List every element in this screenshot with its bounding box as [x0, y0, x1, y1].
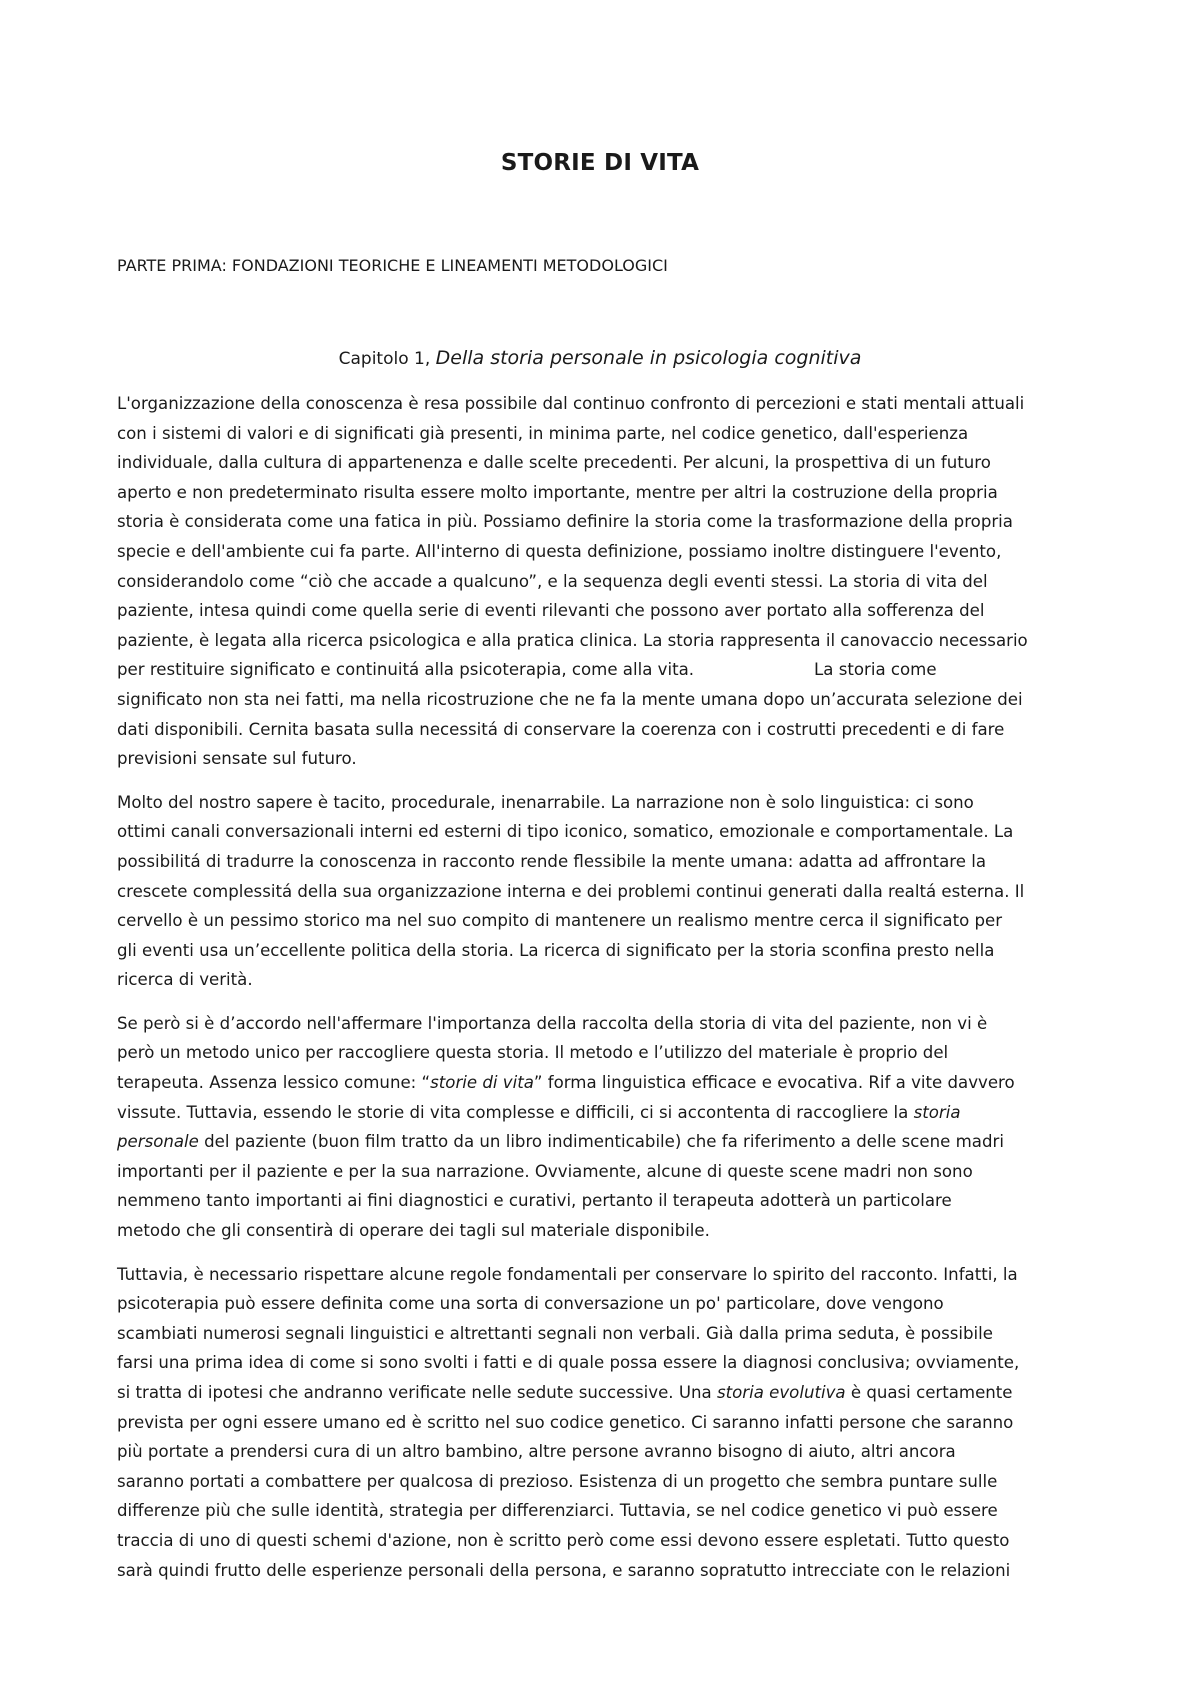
text-segment: sarà quindi frutto delle esperienze personali della persona, e saranno sopratutto intrecciate con le relazioni — [117, 1560, 1011, 1580]
text-line — [117, 1098, 1089, 1128]
italic-text: storia evolutiva — [716, 1383, 846, 1402]
text-line — [117, 596, 1089, 626]
text-line — [117, 1127, 1089, 1157]
text-line — [117, 1467, 1089, 1497]
text-line — [117, 626, 1089, 656]
text-segment: traccia di uno di questi schemi d'azione, non è scritto però come essi devono essere espletati. Tutto questo — [117, 1530, 1010, 1550]
text-line — [117, 1038, 1089, 1068]
text-segment: per restituire significato e continuitá alla psicoterapia, come alla vita. — [117, 660, 695, 680]
text-line — [117, 537, 1089, 567]
text-segment: prevista per ogni essere umano ed è scritto nel suo codice genetico. Ci saranno infatti persone che saranno — [117, 1412, 1014, 1432]
text-segment: vissute. Tuttavia, essendo le storie di vita complesse e difficili, ci si accontenta di raccogliere la — [117, 1102, 914, 1122]
italic-text: storia — [913, 1102, 961, 1122]
text-segment: previsioni sensate sul futuro. — [117, 749, 357, 769]
text-segment: ” forma linguistica efficace e evocativa. Rif a vite davvero — [533, 1073, 1015, 1093]
text-line — [117, 389, 1089, 419]
text-line — [117, 1186, 1089, 1216]
chapter-title: Della storia personale in psicologia cognitiva — [435, 347, 862, 369]
body-paragraph — [117, 1009, 1089, 1246]
text-line — [117, 1556, 1089, 1586]
text-segment: terapeuta. Assenza lessico comune: “ — [117, 1073, 431, 1093]
text-line — [117, 847, 1089, 877]
text-segment: paziente, intesa quindi come quella serie di eventi rilevanti che possono aver portato alla sofferenza del — [117, 601, 985, 621]
italic-text: storie di vita — [430, 1073, 534, 1093]
text-line — [117, 507, 1089, 537]
italic-text: personale — [117, 1132, 199, 1152]
text-segment: ottimi canali conversazionali interni ed esterni di tipo iconico, somatico, emozionale e comportamentale. La — [117, 822, 1014, 842]
text-line — [117, 1319, 1089, 1349]
text-line — [117, 1216, 1089, 1246]
text-segment: Tuttavia, è necessario rispettare alcune regole fondamentali per conservare lo spirito del racconto. Infatti, la — [117, 1264, 1018, 1284]
text-segment: considerandolo come “ciò che accade a qualcuno”, e la sequenza degli eventi stessi. La storia di vita del — [117, 571, 988, 591]
text-segment: significato non sta nei fatti, ma nella ricostruzione che ne fa la mente umana dopo un’accurata selezione dei — [117, 689, 1023, 709]
text-segment: nemmeno tanto importanti ai fini diagnostici e curativi, pertanto il terapeuta adotterà un particolare — [117, 1191, 952, 1211]
text-segment: Molto del nostro sapere è tacito, procedurale, inenarrabile. La narrazione non è solo linguistica: ci sono — [117, 792, 974, 812]
text-segment: storia è considerata come una fatica in più. Possiamo definire la storia come la trasformazione della propria — [117, 512, 1013, 532]
text-line — [117, 1009, 1089, 1039]
body-paragraph — [117, 788, 1089, 995]
text-segment: L'organizzazione della conoscenza è resa possibile dal continuo confronto di percezioni e stati mentali attuali — [117, 394, 1025, 413]
text-line — [117, 1437, 1089, 1467]
text-line — [117, 1157, 1089, 1187]
text-line — [117, 877, 1089, 907]
text-segment: psicoterapia può essere definita come una sorta di conversazione un po' particolare, dove vengono — [117, 1294, 944, 1314]
text-line — [117, 1260, 1089, 1290]
text-line — [117, 1408, 1089, 1438]
text-line — [117, 685, 1089, 715]
text-segment: aperto e non predeterminato risulta essere molto importante, mentre per altri la costruzione della propria — [117, 482, 998, 502]
chapter-number: Capitolo 1, — [338, 349, 436, 369]
text-segment: più portate a prendersi cura di un altro bambino, altre persone avranno bisogno di aiuto, altri ancora — [117, 1442, 956, 1462]
body-paragraph — [117, 1260, 1089, 1586]
text-line — [117, 1378, 1089, 1408]
text-line — [117, 1348, 1089, 1378]
text-line — [117, 817, 1089, 847]
text-line — [117, 1068, 1089, 1098]
text-segment: dati disponibili. Cernita basata sulla necessitá di conservare la coerenza con i costrutti precedenti e di fare — [117, 719, 1005, 739]
text-line — [117, 419, 1089, 449]
text-line — [117, 906, 1089, 936]
document-title: STORIE DI VITA — [500, 150, 700, 176]
text-segment: importanti per il paziente e per la sua narrazione. Ovviamente, alcune di queste scene madri non sono — [117, 1161, 973, 1181]
part-heading: PARTE PRIMA: FONDAZIONI TEORICHE E LINEAMENTI METODOLOGICI — [117, 256, 668, 275]
text-segment: si tratta di ipotesi che andranno verificate nelle sedute successive. Una — [117, 1383, 717, 1402]
text-line — [117, 567, 1089, 597]
text-segment: individuale, dalla cultura di appartenenza e dalle scelte precedenti. Per alcuni, la prospettiva di un futuro — [117, 453, 991, 473]
text-line — [117, 478, 1089, 508]
text-segment: differenze più che sulle identità, strategia per differenziarci. Tuttavia, se nel codice genetico vi può essere — [117, 1501, 998, 1521]
text-line — [117, 715, 1089, 745]
text-segment: ricerca di verità. — [117, 970, 253, 990]
text-segment: del paziente (buon film tratto da un libro indimenticabile) che fa riferimento a delle scene madri — [198, 1132, 1004, 1152]
text-line — [117, 448, 1089, 478]
text-segment: è quasi certamente — [845, 1383, 1013, 1402]
text-line — [117, 936, 1089, 966]
text-line — [117, 1289, 1089, 1319]
text-line — [117, 655, 1089, 685]
chapter-heading — [0, 347, 1200, 369]
text-segment: crescete complessitá della sua organizzazione interna e dei problemi continui generati dalla realtá esterna. Il — [117, 881, 1025, 901]
text-line — [117, 1526, 1089, 1556]
text-segment: però un metodo unico per raccogliere questa storia. Il metodo e l’utilizzo del materiale è proprio del — [117, 1043, 949, 1063]
text-line — [117, 788, 1089, 818]
text-segment: La storia come — [814, 660, 937, 680]
text-segment: farsi una prima idea di come si sono svolti i fatti e di quale possa essere la diagnosi conclusiva; ovviamente, — [117, 1353, 1020, 1373]
text-segment: scambiati numerosi segnali linguistici e altrettanti segnali non verbali. Già dalla prima seduta, è possibile — [117, 1323, 993, 1343]
text-segment: cervello è un pessimo storico ma nel suo compito di mantenere un realismo mentre cerca il significato per — [117, 911, 1003, 931]
text-line — [117, 744, 1089, 774]
text-segment: specie e dell'ambiente cui fa parte. All'interno di questa definizione, possiamo inoltre distinguere l'evento, — [117, 541, 1002, 561]
body-paragraph — [117, 389, 1089, 774]
text-segment: con i sistemi di valori e di significati già presenti, in minima parte, nel codice genetico, dall'esperienza — [117, 423, 969, 443]
text-segment: possibilitá di tradurre la conoscenza in racconto rende flessibile la mente umana: adatta ad affrontare la — [117, 851, 986, 871]
text-segment: gli eventi usa un’eccellente politica della storia. La ricerca di significato per la storia sconfina presto nella — [117, 940, 995, 960]
text-line — [117, 965, 1089, 995]
text-segment: Se però si è d’accordo nell'affermare l'importanza della raccolta della storia di vita del paziente, non vi è — [117, 1013, 988, 1033]
text-line — [117, 1496, 1089, 1526]
text-segment: saranno portati a combattere per qualcosa di prezioso. Esistenza di un progetto che sembra puntare sulle — [117, 1471, 998, 1491]
body-text — [117, 389, 1089, 1599]
text-segment: paziente, è legata alla ricerca psicologica e alla pratica clinica. La storia rappresenta il canovaccio necessario — [117, 630, 1028, 650]
text-segment: metodo che gli consentirà di operare dei tagli sul materiale disponibile. — [117, 1221, 710, 1241]
